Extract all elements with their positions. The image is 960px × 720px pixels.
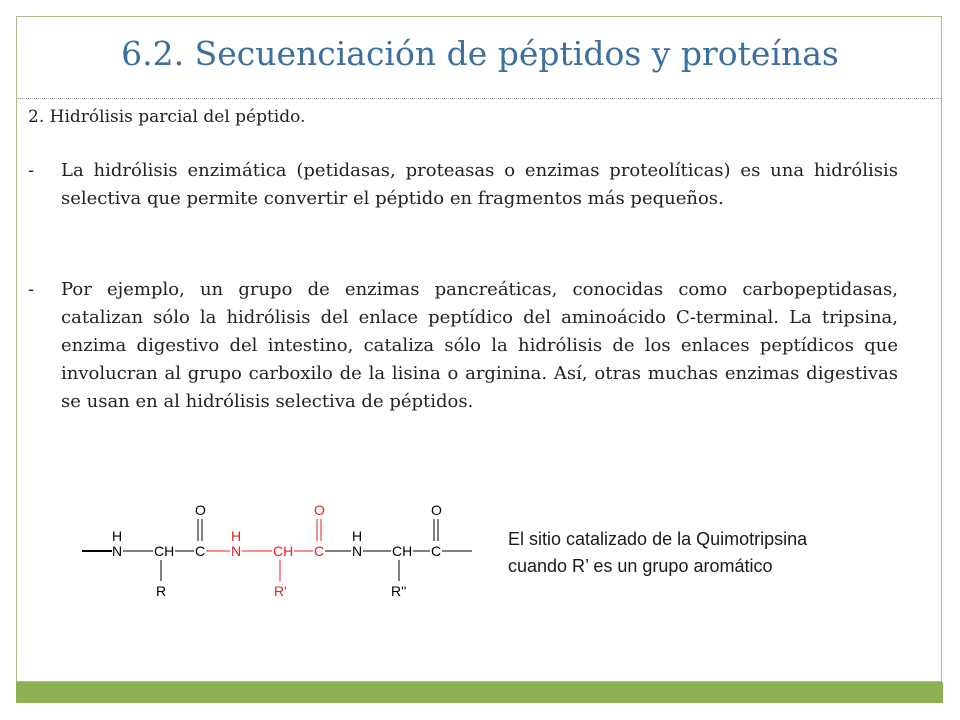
bullet-item bbox=[28, 157, 898, 213]
caption-line: El sitio catalizado de la Quimotripsina bbox=[508, 529, 808, 549]
bullet-marker: - bbox=[28, 160, 35, 181]
peptide-structure-diagram bbox=[60, 498, 480, 608]
atom-o: O bbox=[431, 502, 442, 518]
atom-h: H bbox=[231, 528, 242, 544]
caption-line: cuando R’ es un grupo aromático bbox=[508, 556, 773, 576]
bullet-text: La hidrólisis enzimática (petidasas, proteasas o enzimas proteolíticas) es una hidrólisis selectiva que permite convertir el péptido en fragmentos más pequeños. bbox=[61, 160, 898, 209]
slide-title: 6.2. Secuenciación de péptidos y proteínas bbox=[121, 34, 839, 73]
footer-accent-bar bbox=[16, 682, 943, 703]
section-subheading: 2. Hidrólisis parcial del péptido. bbox=[28, 107, 306, 127]
atom-ch: CH bbox=[392, 543, 413, 559]
atom-c: C bbox=[431, 543, 442, 559]
atom-h: H bbox=[352, 528, 363, 544]
bullet-marker: - bbox=[28, 279, 35, 300]
atom-o: O bbox=[314, 502, 325, 518]
side-chain-r-double-prime: R'' bbox=[391, 583, 407, 599]
atom-ch: CH bbox=[273, 543, 294, 559]
title-divider bbox=[17, 98, 941, 99]
atom-o: O bbox=[195, 502, 206, 518]
atom-n: N bbox=[112, 543, 123, 559]
atom-n: N bbox=[352, 543, 363, 559]
atom-c: C bbox=[195, 543, 206, 559]
side-chain-r-prime: R' bbox=[274, 583, 287, 599]
atom-ch: CH bbox=[154, 543, 175, 559]
bullet-text: Por ejemplo, un grupo de enzimas pancreáticas, conocidas como carbopeptidasas, catalizan sólo la hidrólisis del enlace peptídico del aminoácido C-terminal. La tripsina, enzima digestivo del intestino, cataliza sólo la hidrólisis de los enlaces peptídicos que involucran al grupo carboxilo de la lisina o arginina. Así, otras muchas enzimas digestivas se usan en al hidrólisis selectiva de péptidos. bbox=[61, 279, 898, 412]
atom-n: N bbox=[231, 543, 242, 559]
atom-h: H bbox=[112, 528, 123, 544]
structure-caption bbox=[508, 526, 928, 580]
bullet-item bbox=[28, 276, 898, 416]
side-chain-r: R bbox=[156, 583, 167, 599]
atom-c: C bbox=[314, 543, 325, 559]
